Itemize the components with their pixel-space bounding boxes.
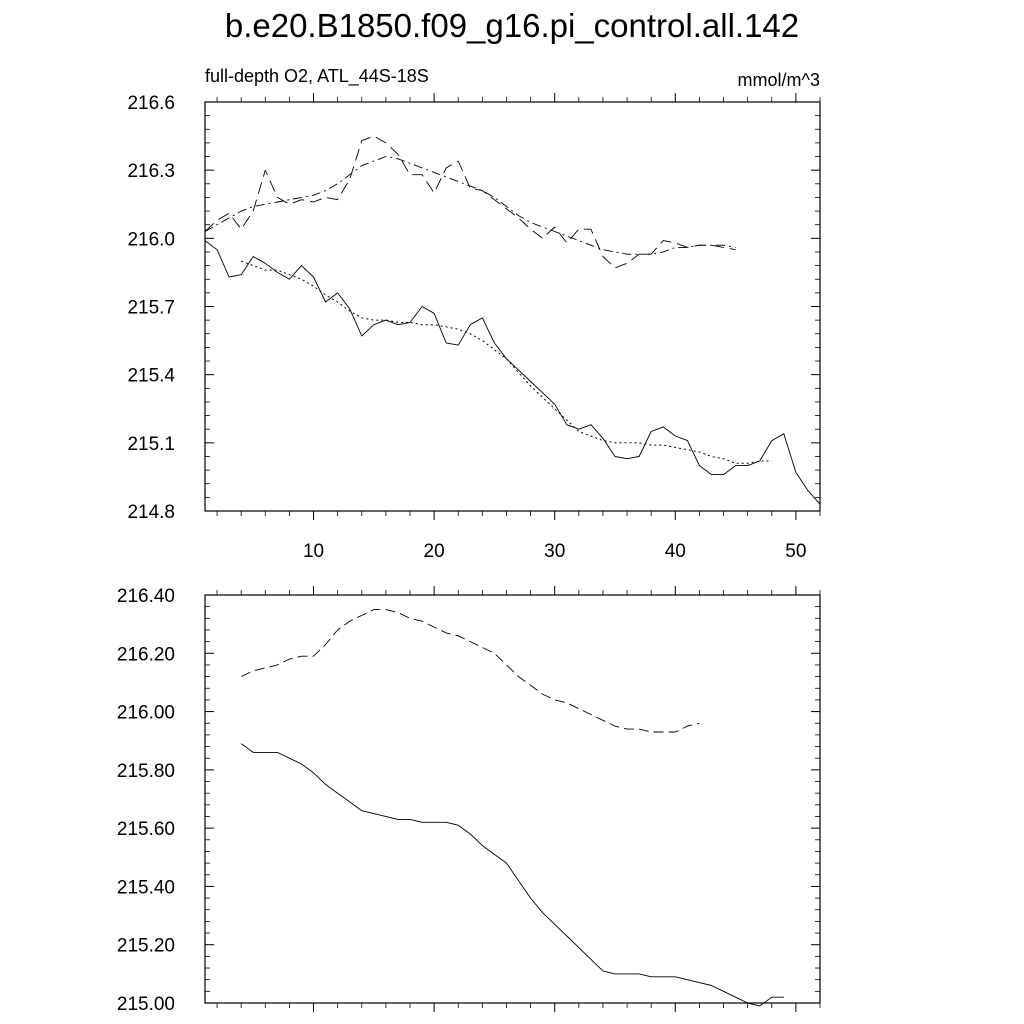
chart-title: b.e20.B1850.f09_g16.pi_control.all.142 bbox=[224, 7, 800, 44]
y-tick-label: 216.3 bbox=[127, 161, 175, 183]
y-tick-label: 215.20 bbox=[116, 935, 175, 957]
y-tick-label: 216.40 bbox=[116, 586, 175, 607]
y-tick-label: 216.20 bbox=[116, 644, 175, 666]
y-tick-label: 215.4 bbox=[127, 365, 175, 387]
units-label: mmol/m^3 bbox=[737, 70, 820, 90]
plot-frame-2 bbox=[205, 595, 820, 1003]
x-tick-label: 50 bbox=[785, 541, 807, 562]
series-line-solid bbox=[205, 241, 820, 505]
x-tick-label: 30 bbox=[544, 541, 566, 562]
series-line-dashed-long bbox=[205, 136, 736, 268]
y-tick-label: 215.60 bbox=[116, 819, 175, 841]
series-line-dashed bbox=[241, 610, 699, 732]
y-tick-label: 215.40 bbox=[116, 877, 175, 899]
y-tick-label: 216.00 bbox=[116, 702, 175, 724]
y-tick-label: 216.6 bbox=[127, 93, 175, 114]
y-tick-label: 215.00 bbox=[116, 994, 175, 1015]
y-tick-label: 215.1 bbox=[127, 433, 175, 455]
y-tick-label: 215.80 bbox=[116, 760, 175, 782]
x-tick-label: 10 bbox=[302, 541, 325, 562]
x-tick-label: 40 bbox=[664, 541, 686, 562]
y-tick-label: 214.8 bbox=[127, 502, 175, 523]
series-line-dotted bbox=[241, 261, 772, 463]
y-tick-label: 215.7 bbox=[127, 297, 175, 319]
series-line-dash-dot bbox=[205, 157, 736, 255]
y-tick-label: 216.0 bbox=[127, 229, 175, 251]
plot-frame-1 bbox=[205, 102, 820, 511]
series-line-solid bbox=[241, 744, 784, 1006]
variable-subtitle: full-depth O2, ATL_44S-18S bbox=[205, 66, 429, 86]
x-tick-label: 20 bbox=[423, 541, 445, 562]
